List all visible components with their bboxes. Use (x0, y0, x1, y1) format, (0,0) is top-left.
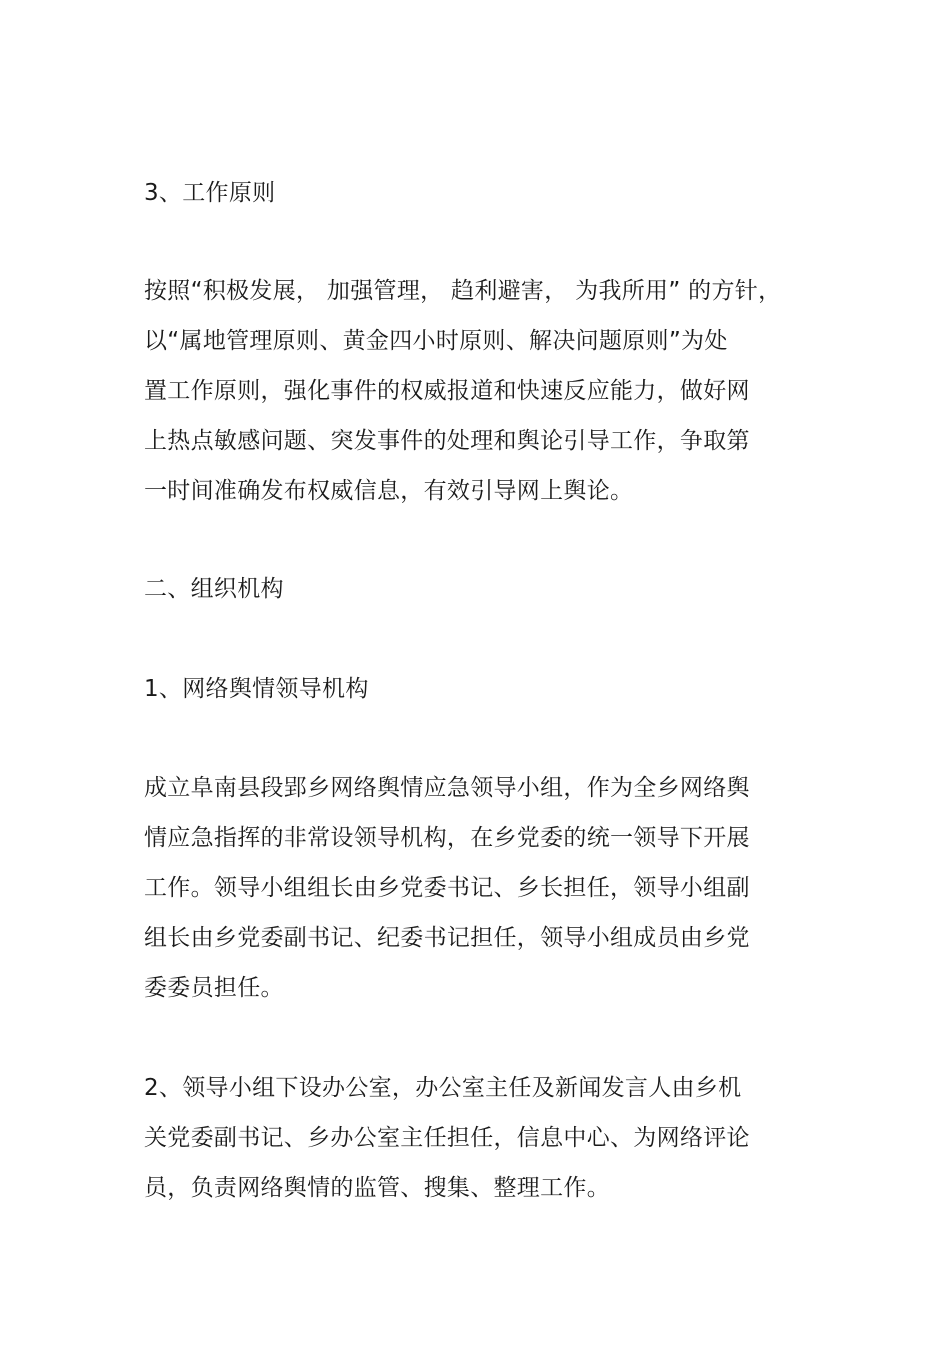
paragraph-line: 2、领导小组下设办公室，办公室主任及新闻发言人由乡机 (144, 1075, 742, 1101)
subsection-heading-leadership: 1、网络舆情领导机构 (144, 676, 369, 702)
section-heading-organization: 二、组织机构 (144, 576, 284, 602)
paragraph-line: 组长由乡党委副书记、纪委书记担任，领导小组成员由乡党 (144, 925, 750, 951)
paragraph-line: 一时间准确发布权威信息，有效引导网上舆论。 (144, 478, 634, 504)
paragraph-line: 上热点敏感问题、突发事件的处理和舆论引导工作，争取第 (144, 428, 750, 454)
paragraph-line: 关党委副书记、乡办公室主任担任，信息中心、为网络评论 (144, 1125, 750, 1151)
paragraph-line: 工作。领导小组组长由乡党委书记、乡长担任，领导小组副 (144, 875, 750, 901)
paragraph-line: 情应急指挥的非常设领导机构，在乡党委的统一领导下开展 (144, 825, 750, 851)
section-heading-work-principles: 3、工作原则 (144, 180, 276, 206)
paragraph-line: 成立阜南县段郢乡网络舆情应急领导小组，作为全乡网络舆 (144, 775, 750, 801)
paragraph-line: 委委员担任。 (144, 975, 284, 1001)
paragraph-line: 置工作原则，强化事件的权威报道和快速反应能力，做好网 (144, 378, 750, 404)
paragraph-line: 以“属地管理原则、黄金四小时原则、解决问题原则”为处 (144, 328, 728, 354)
paragraph-line: 员，负责网络舆情的监管、搜集、整理工作。 (144, 1175, 610, 1201)
paragraph-line: 按照“积极发展， 加强管理， 趋利避害， 为我所用” 的方针， (144, 278, 782, 304)
